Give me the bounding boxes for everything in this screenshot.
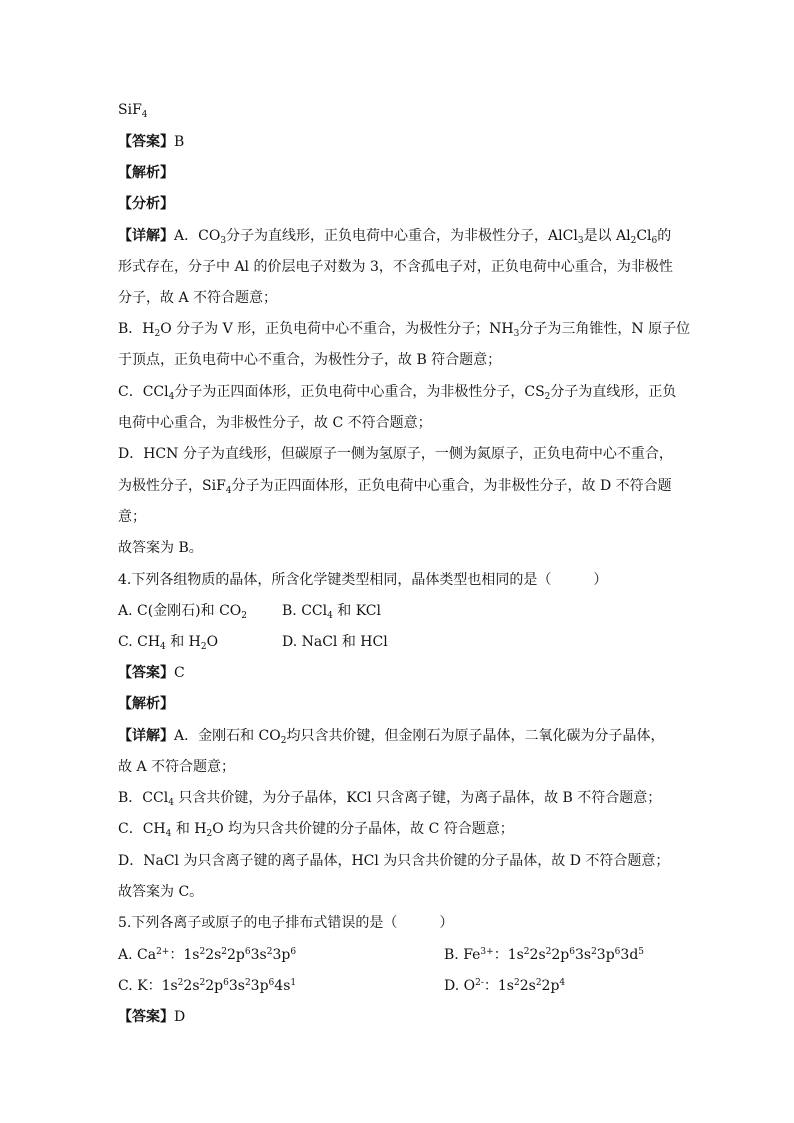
text-line: C．CCl$_4$分子为正四面体形，正负电荷中心重合，为非极性分子，$CS_2$分子为直线形，正负 bbox=[118, 384, 677, 402]
text-line: 故答案为 C。 bbox=[118, 884, 204, 900]
option-a: A. C(金刚石)和 $CO_2$ bbox=[118, 603, 248, 621]
option-d: D. $O^{2-}$：$1s^22s^22p^4$ bbox=[444, 978, 566, 994]
answer-line: 【答案】B bbox=[118, 134, 185, 150]
text-line: B．CCl$_4$ 只含共价键，为分子晶体，KCl 只含离子键，为离子晶体，故 B 不符合题意； bbox=[118, 790, 662, 808]
question-5: 5.下列各离子或原子的电子排布式错误的是（ ） bbox=[118, 915, 454, 931]
text-line: 故 A 不符合题意； bbox=[118, 759, 236, 775]
section-heading: 【解析】 bbox=[118, 696, 174, 712]
text-line: 【详解】A．$CO_3$分子为直线形，正负电荷中心重合，为非极性分子，AlCl$_3$是以 $Al_2Cl_6$的 bbox=[118, 228, 672, 246]
option-a: A. $Ca^{2+}$：$1s^22s^22p^63s^23p^6$ bbox=[118, 947, 297, 963]
section-heading: 【分析】 bbox=[118, 196, 174, 212]
text-line: 意； bbox=[118, 509, 146, 525]
text-line: 为极性分子，SiF$_4$分子为正四面体形，正负电荷中心重合，为非极性分子，故 D 不符合题 bbox=[118, 478, 672, 496]
text-line: C．$CH_4$ 和 $H_2O$ 均为只含共价键的分子晶体，故 C 符合题意； bbox=[118, 821, 514, 839]
question-4: 4.下列各组物质的晶体，所含化学键类型相同，晶体类型也相同的是（ ） bbox=[118, 572, 608, 588]
option-b: B. $Fe^{3+}$：$1s^22s^22p^63s^23p^63d^5$ bbox=[444, 947, 645, 963]
text-line: 电荷中心重合，为非极性分子，故 C 不符合题意； bbox=[118, 415, 432, 431]
text-line: D．HCN 分子为直线形，但碳原子一侧为氢原子，一侧为氮原子，正负电荷中心不重合， bbox=[118, 446, 673, 462]
text-line: 形式存在，分子中 Al 的价层电子对数为 3，不含孤电子对，正负电荷中心重合，为非极性 bbox=[118, 259, 673, 275]
text-line: 分子，故 A 不符合题意； bbox=[118, 290, 278, 306]
text-line: 【详解】A．金刚石和 $CO_2$均只含共价键，但金刚石为原子晶体，二氧化碳为分子晶体， bbox=[118, 728, 665, 746]
text-line: SiF$_4$ bbox=[118, 102, 148, 120]
option-b: B. CCl$_4$ 和 KCl bbox=[282, 603, 382, 621]
text-line: B．$H_2O$ 分子为 V 形，正负电荷中心不重合，为极性分子；$NH_3$分子为三角锥性，N 原子位 bbox=[118, 321, 691, 339]
answer-line: 【答案】D bbox=[118, 1009, 186, 1025]
text-line: D．NaCl 为只含离子键的离子晶体，HCl 为只含共价键的分子晶体，故 D 不符合题意； bbox=[118, 853, 670, 869]
option-d: D. NaCl 和 HCl bbox=[282, 634, 388, 650]
text-line: 于顶点，正负电荷中心不重合，为极性分子，故 B 符合题意； bbox=[118, 352, 502, 368]
section-heading: 【解析】 bbox=[118, 165, 174, 181]
option-c: C. K：$1s^22s^22p^63s^23p^64s^1$ bbox=[118, 978, 297, 994]
answer-line: 【答案】C bbox=[118, 665, 185, 681]
option-c: C. $CH_4$ 和 $H_2O$ bbox=[118, 634, 219, 652]
text-line: 故答案为 B。 bbox=[118, 540, 203, 556]
